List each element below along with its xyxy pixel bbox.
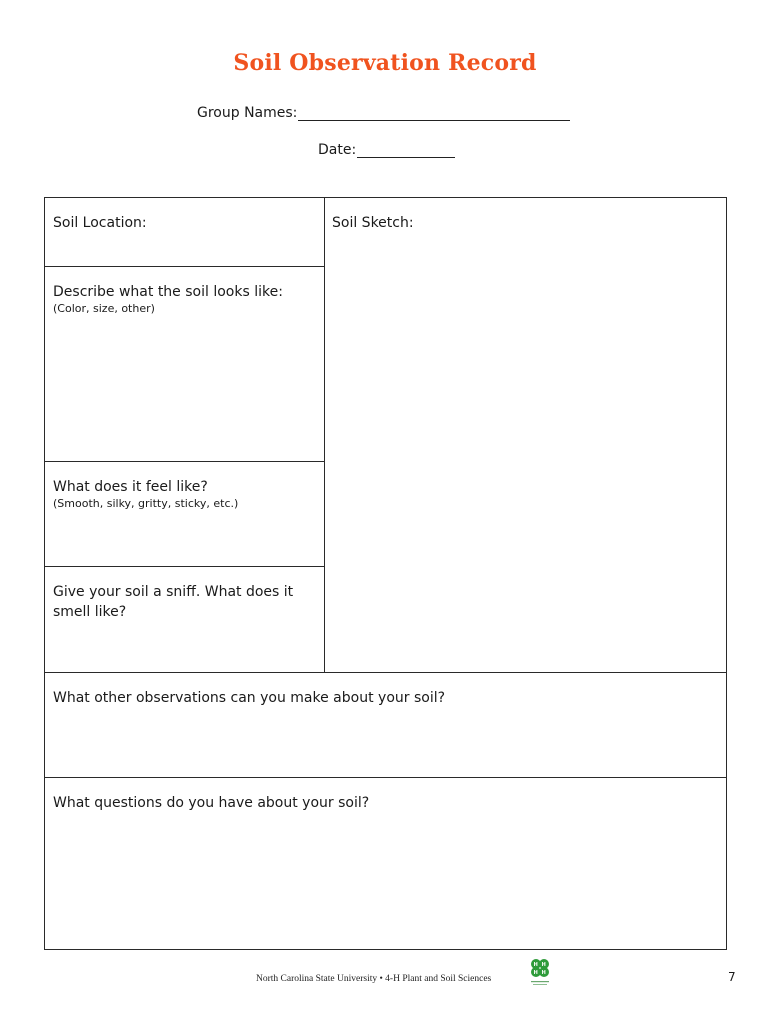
feel-cell[interactable] xyxy=(45,462,324,566)
questions-cell[interactable] xyxy=(45,778,726,949)
svg-text:H: H xyxy=(541,970,546,976)
date-blank[interactable] xyxy=(357,141,455,158)
describe-cell[interactable] xyxy=(45,267,324,461)
smell-cell[interactable] xyxy=(45,567,324,672)
svg-text:H: H xyxy=(533,970,538,976)
observation-form xyxy=(44,197,727,950)
svg-text:H: H xyxy=(541,962,546,968)
svg-text:H: H xyxy=(533,962,538,968)
feel-hint: (Smooth, silky, gritty, sticky, etc.) xyxy=(53,497,239,510)
describe-label: Describe what the soil looks like: xyxy=(53,284,283,300)
group-names-field[interactable] xyxy=(197,104,570,121)
group-names-label: Group Names: xyxy=(197,105,298,121)
soil-location-cell[interactable] xyxy=(45,198,324,266)
group-names-blank[interactable] xyxy=(298,104,570,121)
soil-location-label: Soil Location: xyxy=(53,215,147,231)
feel-label: What does it feel like? xyxy=(53,479,208,495)
smell-label-line2: smell like? xyxy=(53,604,127,620)
soil-sketch-cell[interactable] xyxy=(324,198,726,672)
page-number: 7 xyxy=(728,970,736,984)
footer-credit: North Carolina State University • 4-H Plant and Soil Sciences xyxy=(256,974,492,984)
4h-clover-icon xyxy=(527,957,553,991)
smell-label-line1: Give your soil a sniff. What does it xyxy=(53,584,294,600)
date-field[interactable] xyxy=(318,141,455,158)
date-label: Date: xyxy=(318,142,357,158)
describe-hint: (Color, size, other) xyxy=(53,302,155,315)
questions-label: What questions do you have about your soil? xyxy=(53,795,370,811)
page-title: Soil Observation Record xyxy=(233,50,537,76)
other-observations-label: What other observations can you make about your soil? xyxy=(53,690,446,706)
other-observations-cell[interactable] xyxy=(45,673,726,777)
soil-sketch-label: Soil Sketch: xyxy=(332,215,414,231)
